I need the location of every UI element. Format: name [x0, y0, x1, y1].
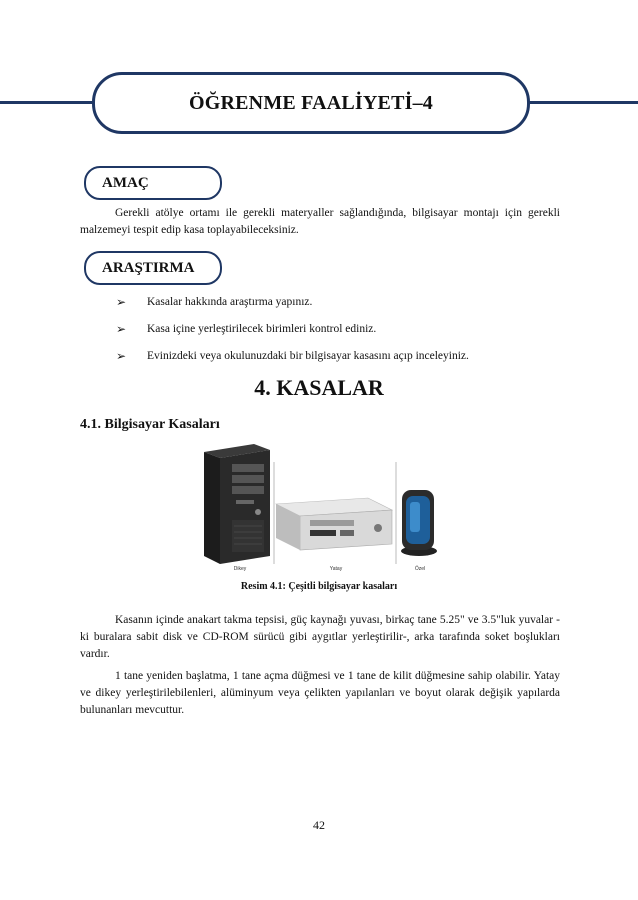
amac-box [84, 166, 222, 200]
arastirma-box [84, 251, 222, 285]
section-title: 4.1. Bilgisayar Kasaları [80, 417, 220, 432]
tower-case-icon [204, 444, 270, 564]
amac-label: AMAÇ [102, 174, 149, 191]
body-paragraph-1: Kasanın içinde anakart takma tepsisi, güç kaynağı yuvası, birkaç tane 5.25" ve 3.5"luk yuvalar -ki buralara sabit disk ve CD-ROM sürücü gibi aygıtlar yerleştirilir-, arka tarafında soket boşlukları vardır. [80, 614, 560, 660]
desktop-label: Yatay [329, 566, 343, 572]
chapter-title: 4. KASALAR [254, 375, 384, 400]
amac-text: Gerekli atölye ortamı ile gerekli materyaller sağlandığında, bilgisayar montajı için gerekli malzemeyi tespit edip kasa toplayabileceksiniz. [80, 207, 560, 236]
special-label: Özel [414, 566, 426, 572]
tower-label: Dikey [233, 566, 247, 572]
page-number: 42 [313, 818, 325, 832]
activity-title: ÖĞRENME FAALİYETİ–4 [188, 91, 433, 114]
special-case-icon [401, 490, 437, 556]
arastirma-label: ARAŞTIRMA [102, 259, 195, 276]
body-paragraph-2: 1 tane yeniden başlatma, 1 tane açma düğmesi ve 1 tane de kilit düğmesine sahip olabilir. Yatay ve dikey yerleştirilebilenleri, alüminyum veya çelikten yapılanları ve boyut olarak değişik yapılarda bulunanları mevcuttur. [80, 670, 560, 716]
activity-title-banner [92, 72, 530, 134]
desktop-case-icon [276, 498, 392, 550]
arrow-bullet-icon: ➢ [116, 322, 127, 336]
arrow-bullet-icon: ➢ [116, 295, 127, 309]
arrow-bullet-icon: ➢ [116, 349, 127, 363]
computer-cases-image [196, 440, 442, 572]
figure-caption: Resim 4.1: Çeşitli bilgisayar kasaları [240, 581, 398, 592]
